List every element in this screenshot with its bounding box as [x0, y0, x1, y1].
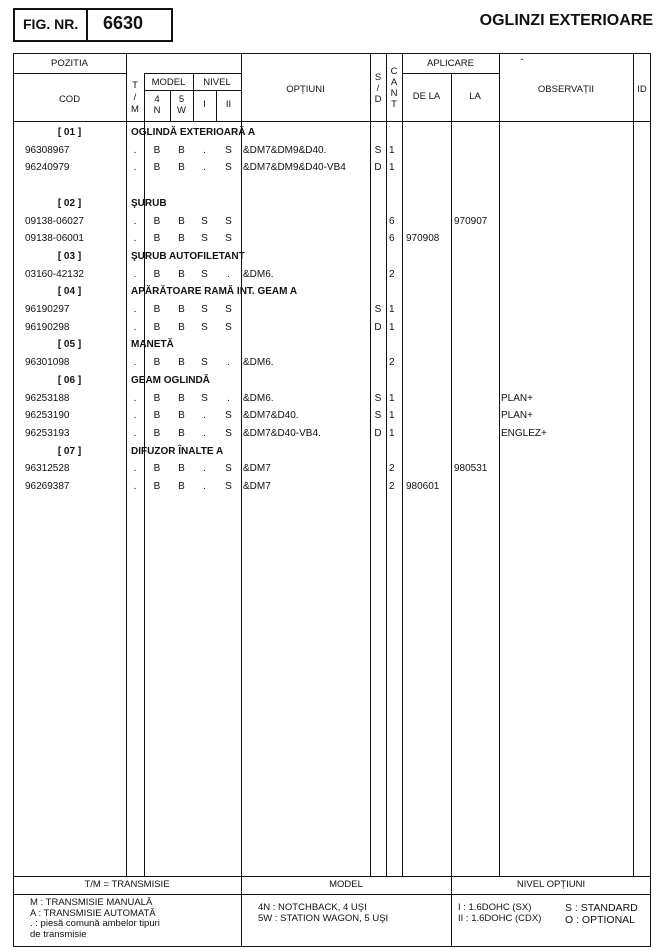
cell-cod: 96240979 — [25, 162, 70, 174]
cell-n2: . — [227, 268, 230, 280]
col-optiuni: OPȚIUNI — [286, 84, 325, 95]
cell-m5: B — [178, 215, 185, 227]
cell-tm: . — [133, 233, 137, 245]
cell-m5: B — [178, 427, 185, 439]
divider — [370, 53, 371, 876]
cell-n2: S — [225, 215, 232, 227]
col-tm: T / M — [131, 80, 139, 115]
cell-sd: D — [374, 427, 382, 439]
cell-la: 980531 — [454, 463, 488, 475]
cell-m4: B — [153, 481, 161, 492]
group-description: ŞURUB AUTOFILETANT — [131, 250, 245, 262]
cell-tm: . — [133, 215, 137, 227]
col-nivel: NIVEL — [203, 77, 231, 88]
cell-m5: B — [178, 321, 185, 333]
cell-m5: B — [178, 304, 185, 315]
cell-m4: B — [153, 321, 161, 333]
cell-sd: D — [374, 321, 382, 333]
divider — [13, 121, 651, 122]
cell-tm: . — [133, 463, 137, 475]
col-la: LA — [469, 91, 481, 102]
col-sd: S / D — [374, 72, 382, 105]
cell-tm: . — [133, 481, 137, 492]
cell-tm: . — [133, 410, 137, 422]
cell-cant: 6 — [389, 233, 395, 245]
cell-cant: 1 — [389, 321, 395, 333]
group-description: APĂRĂTOARE RAMĂ INT. GEAM A — [131, 286, 298, 298]
cell-m5: B — [178, 410, 185, 422]
cell-n1: . — [203, 410, 206, 422]
col-model-4n: 4 N — [153, 94, 161, 116]
cell-tm: . — [133, 268, 137, 280]
divider — [241, 53, 242, 876]
group-position: [ 02 ] — [57, 197, 82, 209]
col-de-la: DE LA — [412, 91, 441, 102]
legend-tm-lines: M : TRANSMISIE MANUALĂ A : TRANSMISIE AUTOMATĂ . : piesă comună ambelor tipuri de transmisie — [30, 897, 160, 940]
col-model: MODEL — [151, 77, 186, 88]
col-cant: C A N T — [390, 66, 398, 110]
page-title: OGLINZI EXTERIOARE — [479, 12, 653, 29]
cell-n2: S — [225, 162, 232, 174]
cell-opt: &DM7&DM9&D40-VB4 — [243, 162, 346, 174]
legend-model-title: MODEL — [329, 879, 363, 890]
cell-opt: &DM7&D40. — [243, 410, 299, 422]
divider — [144, 73, 241, 74]
cell-m4: B — [153, 304, 161, 315]
cell-n1: S — [201, 392, 208, 404]
cell-sd: S — [374, 392, 382, 404]
cell-n1: . — [203, 144, 206, 156]
cell-m4: B — [153, 427, 161, 439]
cell-n2: S — [225, 233, 232, 245]
cell-n1: . — [203, 427, 206, 439]
cell-cant: 1 — [389, 304, 395, 315]
cell-m4: B — [153, 410, 161, 422]
divider — [386, 53, 387, 876]
divider — [13, 876, 651, 877]
cell-n2: S — [225, 304, 232, 315]
cell-m5: B — [178, 392, 185, 404]
divider — [144, 90, 241, 91]
divider — [402, 73, 499, 74]
cell-n2: S — [225, 321, 232, 333]
cell-obs: PLAN+ — [501, 392, 533, 404]
col-pozitia: POZITIA — [51, 58, 88, 69]
cell-cant: 1 — [389, 144, 395, 156]
divider — [13, 894, 651, 895]
legend-nivel-title: NIVEL OPȚIUNI — [516, 879, 586, 890]
cell-n2: . — [227, 392, 230, 404]
legend-model-lines: 4N : NOTCHBACK, 4 UŞI 5W : STATION WAGON, 5 UŞI — [258, 902, 389, 924]
cell-sd: D — [374, 162, 382, 174]
cell-m4: B — [153, 463, 161, 475]
cell-n2: S — [225, 410, 232, 422]
divider — [402, 53, 403, 876]
col-dash: - — [520, 54, 524, 65]
cell-tm: . — [133, 144, 137, 156]
cell-n1: S — [201, 321, 208, 333]
group-position: [ 03 ] — [57, 250, 82, 262]
cell-cod: 09138-06027 — [25, 215, 84, 227]
divider — [499, 53, 500, 876]
cell-cant: 6 — [389, 215, 395, 227]
cell-sd: S — [374, 410, 382, 422]
cell-n2: S — [225, 481, 232, 492]
group-description: DIFUZOR ÎNALTE A — [131, 445, 224, 457]
cell-n1: . — [203, 162, 206, 174]
cell-dela: 970908 — [406, 233, 440, 245]
cell-m5: B — [178, 162, 185, 174]
cell-cod: 96190298 — [25, 321, 70, 333]
cell-n1: S — [201, 215, 208, 227]
cell-cod: 96308967 — [25, 144, 70, 156]
group-position: [ 07 ] — [57, 445, 82, 457]
cell-m5: B — [178, 357, 185, 369]
cell-cod: 96312528 — [25, 463, 70, 475]
cell-cant: 2 — [389, 268, 395, 280]
cell-cant: 2 — [389, 357, 395, 369]
cell-opt: &DM7&DM9&D40. — [243, 144, 327, 156]
cell-opt: &DM6. — [243, 268, 274, 280]
fig-number: 6630 — [103, 13, 144, 33]
cell-n2: . — [227, 357, 230, 369]
cell-opt: &DM6. — [243, 392, 274, 404]
group-position: [ 01 ] — [57, 127, 82, 138]
cell-tm: . — [133, 304, 137, 315]
cell-n2: S — [225, 427, 232, 439]
cell-m5: B — [178, 481, 185, 492]
cell-cant: 1 — [389, 427, 395, 439]
group-description: GEAM OGLINDĂ — [131, 374, 210, 386]
legend-nivel-codes: S : STANDARD O : OPTIONAL — [565, 902, 638, 926]
col-aplicare: APLICARE — [427, 58, 474, 69]
cell-cod: 96253190 — [25, 410, 70, 422]
cell-cod: 96253193 — [25, 427, 70, 439]
cell-opt: &DM7 — [243, 463, 271, 475]
cell-tm: . — [133, 427, 137, 439]
cell-cant: 1 — [389, 410, 395, 422]
group-position: [ 04 ] — [57, 286, 82, 298]
col-observatii: OBSERVAȚII — [537, 84, 595, 95]
legend-tm-title: T/M = TRANSMISIE — [84, 879, 170, 890]
cell-obs: ENGLEZ+ — [501, 427, 547, 439]
cell-sd: S — [374, 144, 382, 156]
cell-tm: . — [133, 392, 137, 404]
cell-n1: S — [201, 233, 208, 245]
cell-opt: &DM7 — [243, 481, 271, 492]
cell-m5: B — [178, 463, 185, 475]
cell-n1: . — [203, 481, 206, 492]
group-description: MANETĂ — [131, 339, 174, 351]
cell-m5: B — [178, 144, 185, 156]
cell-sd: S — [374, 304, 382, 315]
cell-cant: 1 — [389, 162, 395, 174]
cell-cant: 2 — [389, 463, 395, 475]
divider — [451, 73, 452, 876]
col-nivel-ii: II — [225, 99, 232, 110]
cell-obs: PLAN+ — [501, 410, 533, 422]
cell-n2: S — [225, 463, 232, 475]
col-id: ID — [637, 84, 647, 95]
cell-cod: 96301098 — [25, 357, 70, 369]
cell-la: 970907 — [454, 215, 488, 227]
cell-cod: 09138-06001 — [25, 233, 84, 245]
cell-cod: 96190297 — [25, 304, 70, 315]
cell-n1: . — [203, 463, 206, 475]
cell-cod: 03160-42132 — [25, 268, 84, 280]
cell-tm: . — [133, 357, 137, 369]
cell-m4: B — [153, 357, 161, 369]
cell-n1: S — [201, 357, 208, 369]
group-position: [ 05 ] — [57, 339, 82, 351]
fig-label: FIG. NR. — [23, 16, 79, 32]
cell-dela: 980601 — [406, 481, 440, 492]
cell-m4: B — [153, 268, 161, 280]
cell-tm: . — [133, 162, 137, 174]
group-description: ŞURUB — [131, 197, 167, 209]
group-description: OGLINDĂ EXTERIOARĂ A — [131, 127, 256, 138]
cell-m4: B — [153, 233, 161, 245]
cell-opt: &DM7&D40-VB4. — [243, 427, 321, 439]
cell-n1: S — [201, 304, 208, 315]
cell-m4: B — [153, 392, 161, 404]
cell-m4: B — [153, 215, 161, 227]
cell-m4: B — [153, 162, 161, 174]
cell-m4: B — [153, 144, 161, 156]
cell-cant: 1 — [389, 392, 395, 404]
cell-n1: S — [201, 268, 208, 280]
col-nivel-i: I — [203, 99, 206, 110]
divider — [13, 73, 126, 74]
legend-nivel-lines: I : 1.6DOHC (SX) II : 1.6DOHC (CDX) — [458, 902, 542, 924]
divider — [86, 8, 88, 42]
cell-m5: B — [178, 268, 185, 280]
col-model-5w: 5 W — [177, 94, 186, 116]
group-position: [ 06 ] — [57, 374, 82, 386]
parts-table — [13, 53, 651, 947]
divider — [633, 53, 634, 876]
cell-cod: 96269387 — [25, 481, 70, 492]
col-cod: COD — [58, 94, 81, 105]
cell-m5: B — [178, 233, 185, 245]
cell-opt: &DM6. — [243, 357, 274, 369]
cell-n2: S — [225, 144, 232, 156]
cell-cant: 2 — [389, 481, 395, 492]
cell-cod: 96253188 — [25, 392, 70, 404]
cell-tm: . — [133, 321, 137, 333]
